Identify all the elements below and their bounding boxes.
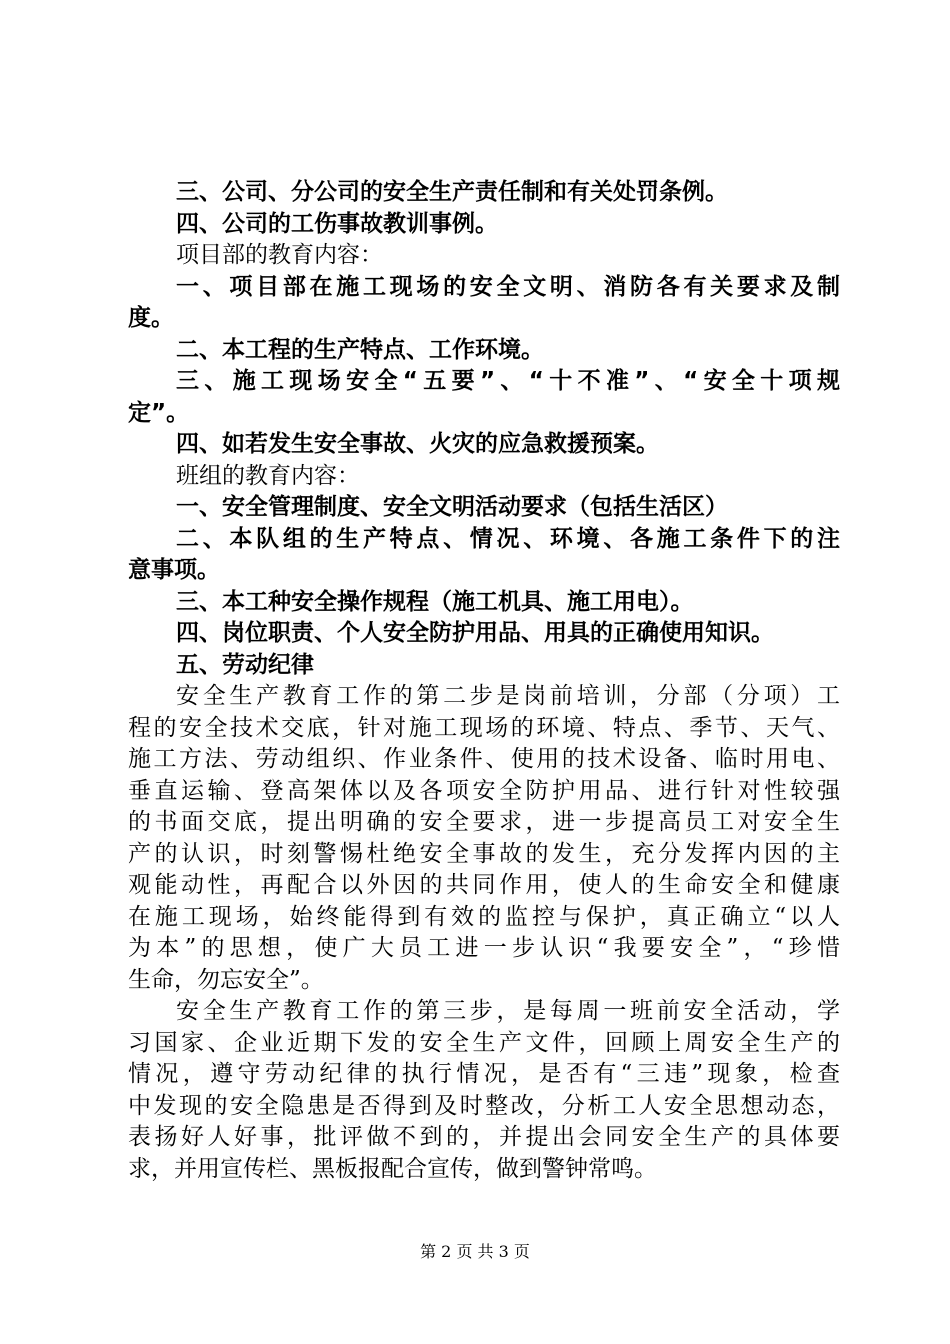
text-line: 三、公司、分公司的安全生产责任制和有关处罚条例。 — [176, 179, 728, 205]
text-line: 四、岗位职责、个人安全防护用品、用具的正确使用知识。 — [176, 620, 774, 646]
text-line: 二、本队组的生产特点、情况、环境、各施工条件下的注 — [176, 526, 840, 552]
text-line: 五、劳动纪律 — [176, 652, 314, 678]
text-line: 垂直运输、登高架体以及各项安全防护用品、进行针对性较强 — [128, 778, 840, 804]
text-line: 在施工现场，始终能得到有效的监控与保护，真正确立“以人 — [128, 904, 840, 930]
text-line: 安全生产教育工作的第三步，是每周一班前安全活动，学 — [176, 998, 840, 1024]
text-line: 生命，勿忘安全”。 — [128, 967, 324, 993]
text-line: 习国家、企业近期下发的安全生产文件，回顾上周安全生产的 — [128, 1030, 840, 1056]
text-line: 表扬好人好事，批评做不到的，并提出会同安全生产的具体要 — [128, 1124, 840, 1150]
text-line: 观能动性，再配合以外因的共同作用，使人的生命安全和健康 — [128, 872, 840, 898]
text-line: 的书面交底，提出明确的安全要求，进一步提高员工对安全生 — [128, 809, 840, 835]
text-line: 定”。 — [128, 400, 190, 426]
text-line: 班组的教育内容： — [176, 463, 360, 489]
page-footer: 第 2 页 共 3 页 — [420, 1242, 530, 1261]
text-line: 一、安全管理制度、安全文明活动要求（包括生活区） — [176, 494, 728, 520]
text-line: 情况，遵守劳动纪律的执行情况，是否有“三违”现象，检查 — [128, 1061, 840, 1087]
text-line: 四、公司的工伤事故教训事例。 — [176, 211, 498, 237]
text-line: 项目部的教育内容： — [176, 242, 383, 268]
text-line: 三、本工种安全操作规程（施工机具、施工用电）。 — [176, 589, 694, 615]
text-line: 程的安全技术交底，针对施工现场的环境、特点、季节、天气、 — [128, 715, 840, 741]
text-line: 施工方法、劳动组织、作业条件、使用的技术设备、临时用电、 — [128, 746, 840, 772]
text-line: 四、如若发生安全事故、火灾的应急救援预案。 — [176, 431, 659, 457]
text-line: 三、施工现场安全“五要”、“十不准”、“安全十项规 — [176, 368, 840, 394]
text-line: 中发现的安全隐患是否得到及时整改，分析工人安全思想动态， — [128, 1093, 840, 1119]
text-line: 二、本工程的生产特点、工作环境。 — [176, 337, 544, 363]
text-line: 安全生产教育工作的第二步是岗前培训，分部（分项）工 — [176, 683, 840, 709]
text-line: 意事项。 — [128, 557, 220, 583]
text-line: 产的认识，时刻警惕杜绝安全事故的发生，充分发挥内因的主 — [128, 841, 840, 867]
text-line: 为本”的思想，使广大员工进一步认识“我要安全”，“珍惜 — [128, 935, 840, 961]
text-line: 求，并用宣传栏、黑板报配合宣传，做到警钟常鸣。 — [128, 1156, 657, 1182]
text-line: 度。 — [128, 305, 174, 331]
text-line: 一、项目部在施工现场的安全文明、消防各有关要求及制 — [176, 274, 840, 300]
